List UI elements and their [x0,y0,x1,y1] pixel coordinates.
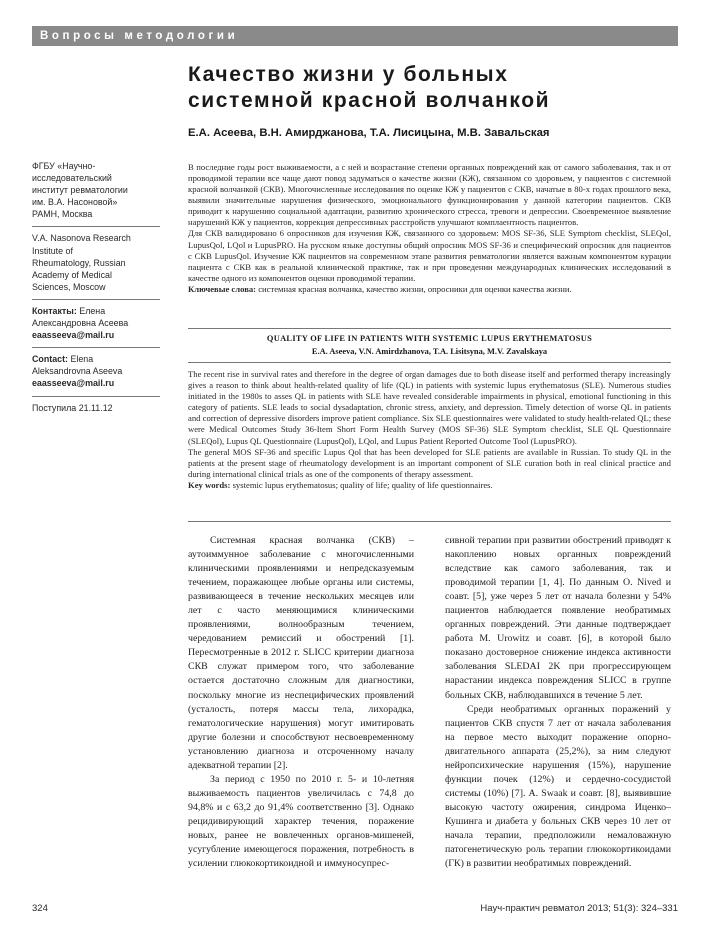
english-authors: E.A. Aseeva, V.N. Amirdzhanova, T.A. Lisitsyna, M.V. Zavalskaya [311,347,548,356]
contact-ru-email[interactable]: eaasseeva@mail.ru [32,330,115,341]
body-column-left [188,534,414,871]
keywords-ru-label: Ключевые слова: [188,283,257,294]
contact-en-label: Contact: [32,354,68,365]
body-paragraph: Системная красная волчанка (СКВ) – аутоиммунное заболевание с многочисленными клиническими проявлениями и непредсказуемым течением, поражающее любые органы или системы, развивающееся в течение нескольких месяцев или лет с часто меняющимися клиническими проявлениями, волнообразным течением, чередованием ремиссий и обострений [1]. Пересмотренные в 2012 г. SLICC критерии диагноза СКВ служат примером того, что заболевание остается достаточно сложным для диагностики, поскольку многие из неспецифических проявлений (усталость, потеря массы тела, лихорадка, гематологические нарушения) могут имитировать другие болезни и способствуют несвоевременному установлению диагноза и отсроченному началу адекватной терапии [2]. [188,535,414,771]
contact-ru-name: Елена Александровна Асеева [32,305,129,329]
journal-citation: Науч-практич ревматол 2013; 51(3): 324–331 [480,903,678,914]
abstract-english [188,369,671,491]
english-header-divider [188,362,671,363]
abstract-ru-keywords [188,284,671,295]
page-number: 324 [32,903,48,914]
contact-en-email[interactable]: eaasseeva@mail.ru [32,378,115,389]
english-title: QUALITY OF LIFE IN PATIENTS WITH SYSTEMIC LUPUS ERYTHEMATOSUS [266,334,593,343]
contact-ru-label: Контакты: [32,305,77,316]
abstract-en-paragraph-1: The recent rise in survival rates and therefore in the degree of organ damages due to both disease itself and performed therapy increasingly gives a reason to think about health-related quality of life (QL) in patients with systemic lupus erythematosus (SLE). Numerous studies initiated in the 1980s to asses QL in patients with SLE have revealed considerable impairments in physical, emotional functioning in this category of patients. SLE leads to social dysadaptation, chronic stress, anxiety, and depression. Timely detection of worse QL in patients and correction of depressive disorders improve patient compliance. Six SLE questionnaires were validated to study health-related QL; these were Medical Outcomes Study 36-Item Short Form Health Survey (MOS SF-36) SLE Symptom checklist, SLE QL Questionnaire (SLEQol), Lupus QL Questionnaire (LupusQol), LQol, and Lupus Patient Reported Outcome Tool (LupusPRO). [188,369,671,446]
abstract-en-paragraph-2: The general MOS SF-36 and specific Lupus Qol that has been developed for SLE patients are available in Russian. To study QL in the patients at the present stage of rheumatology development is an important component of SLE curation both in real clinical practice and during international clinical trials as one of the components of therapy assessment. [188,446,671,479]
page-footer [32,903,678,917]
keywords-en-label: Key words: [188,479,231,490]
body-paragraph: За период с 1950 по 2010 г. 5- и 10-летняя выживаемость пациентов увеличилась с 74,8 до 94,8% и с 63,2 до 91,4% соответственно [3]. Однако рецидивирующий характер течения, поражение новых, ранее не вовлеченных органов-мишеней, усугубление имеющегося поражения, потребность в усилении глюкокортикоидной и иммуносупрес- [188,773,414,870]
article-title-text: Качество жизни у больных системной красной волчанкой [188,63,551,112]
abstract-divider-bottom [188,521,671,522]
body-paragraph: Среди необратимых органных поражений у пациентов СКВ спустя 7 лет от начала заболевания на первое место выходит поражение опорно-двигательного аппарата (25,2%), за ним следуют нейропсихические нарушения (15%), нарушение функции почек (12%) и сердечно-сосудистой системы (10%) [7]. A. Swaak и соавт. [8], выявившие высокую частоту ожирения, синдрома Иценко–Кушинга и диабета у больных СКВ через 10 лет от начала терапии, предположили немаловажную патогенетическую роль терапии глюкокортикоидами (ГК) в развитии необратимых повреждений. [445,703,671,870]
affiliation-sidebar [32,160,160,420]
body-column-right [445,534,671,871]
abstract-en-keywords [188,480,671,491]
keywords-en-text: systemic lupus erythematosus; quality of life; quality of life questionnaires. [230,479,493,490]
contact-ru [32,300,160,347]
contact-en [32,348,160,395]
institution-en: V.A. Nasonova Research Institute of Rheumatology, Russian Academy of Medical Sciences, Moscow [32,233,131,292]
article-authors: Е.А. Асеева, В.Н. Амирджанова, Т.А. Лисицына, М.В. Завальская [188,127,550,139]
article-title [188,62,668,114]
received-date: Поступила 21.11.12 [32,402,113,413]
abstract-ru-paragraph-1: В последние годы рост выживаемости, а с ней и возрастание степени органных повреждений как от самого заболевания, так и от проводимой терапии все чаще дают повод задуматься о качестве жизни (КЖ), связанном со здоровьем, у пациентов с системной красной волчанкой (СКВ). Многочисленные исследования по оценке КЖ у пациентов с СКВ, начатые в 80-х годах прошлого века, выявили значительные нарушения физического, эмоционального функционирования у данной категории пациентов. СКВ приводит к нарушению социальной адаптации, развитию хронического стресса, тревоги и депрессии. Своевременное выявление нарушений КЖ у пациентов, коррекция депрессивных расстройств улучшают комплаентность пациентов. [188,162,671,228]
section-header-bar: Вопросы методологии [32,26,678,46]
contact-en-name: Elena Aleksandrovna Aseeva [32,354,123,377]
keywords-ru-text: системная красная волчанка, качество жизни, опросники для оценки качества жизни. [256,283,572,294]
abstract-ru-paragraph-2: Для СКВ валидировано 6 опросников для изучения КЖ, связанного со здоровьем: MOS SF-36, SLE Symptom checklist, SLEQol, LupusQol, LQol и LupusPRO. На русском языке доступны общий опросник MOS SF-36 и специфический опросник для пациентов с СКВ LupusQol. Изучение КЖ пациентов на современном этапе развития ревматологии является важным компонентом курации пациента с СКВ как в реальной клинической практике, так и при проведении международных клинических исследований в качестве одного из компонентов оценки проводимой терапии. [188,228,671,283]
abstract-russian [188,162,671,295]
institution-ru: ФГБУ «Научно- исследовательский институт ревматологии им. В.А. Насоновой» РАМН, Москва [32,161,128,220]
body-paragraph: сивной терапии при развитии обострений приводят к накоплению новых органных повреждений вследствие как самого заболевания, так и проводимой терапии [1, 4]. По данным О. Nived и соавт. [5], уже через 5 лет от начала болезни у 54% пациентов наблюдается появление необратимых органных повреждений. Эти данные подтверждает работа M. Urowitz и соавт. [6], в которой было показано достоверное снижение индекса активности заболевания SLEDAI 2K при прогрессирующем нарастании индекса повреждения SLICC в группе больных СКВ, наблюдавшихся в течение 5 лет. [445,535,671,701]
abstract-divider-top [188,328,671,329]
